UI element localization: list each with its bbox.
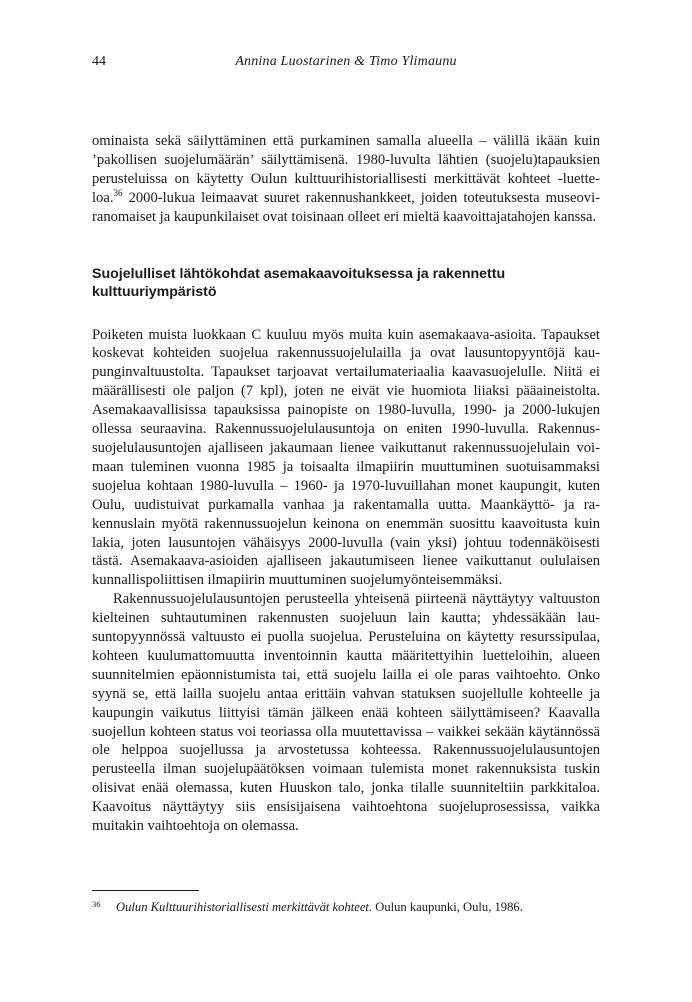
section-heading-line: Suojelulliset lähtökohdat asemakaavoituksessa ja rakennettu (92, 265, 506, 282)
footnote-reference[interactable]: 36 (113, 187, 123, 198)
footnote-citation: . Oulun kaupunki, Oulu, 1986. (368, 900, 523, 914)
footnote (92, 899, 612, 915)
body-text (92, 132, 600, 836)
running-head (92, 54, 600, 74)
paragraph: Rakennussuojelulausuntojen perusteella yhteisenä piirteenä näyttäytyy valtuuston kielteinen suhtautuminen rakennusten suojeluun lain kautta; yhdessäkään lausuntopyynnössä valtuusto ei puolla suojelua. Perusteluina on käytetty resurssipulaa, kohteen kuulumattomuutta inventoinnin kautta määritettyihin luetteloihin, alueen suunnitelmien epäonnistumista tai, että suojelu lailla ei ole paras vaihtoehto. Onko syynä se, että lailla suojelu antaa erittäin vahvan statuksen suojellulle kohteelle ja kaupungin vaikutus liittyisi tämän jälkeen enää kohteen säilyttämiseen? Kaavalla suojellun kohteen status voi teoriassa olla muutettavissa – vaikkei sekään käytännössä ole helppoa suojellussa ja arvostetussa kohteessa. Rakennussuojelulausuntojen perusteella ilman suojelupäätöksen voimaan tulemista monet rakennuksista tuskin olisivat enää olemassa, kuten Huuskon talo, jonka tilalle suunniteltiin parkkitaloa. Kaavoitus näyttäytyy siis ensisijaisena vaihtoehtona suojeluprosessissa, vaikka muitakin vaihtoehtoja on olemassa. (92, 591, 600, 835)
footnote-text (116, 900, 523, 914)
running-title: Annina Luostarinen & Timo Ylimaunu (235, 54, 457, 69)
page-number: 44 (92, 54, 106, 69)
paragraph-text: ominaista sekä säilyttäminen että purkaminen samalla alueella – välillä ikään kuin ’pakollisen suojelumäärän’ säilyttämisenä. 1980-luvulta lähtien (suojelu)tapauksien perusteluissa on käytetty Oulun kulttuurihistoriallisesti merkittävät kohteet -luetteloa. (92, 133, 600, 206)
section-heading (92, 265, 600, 301)
paragraph-continued (92, 132, 600, 227)
footnote-title: Oulun Kulttuurihistoriallisesti merkittävät kohteet (116, 900, 369, 914)
paragraph: Poiketen muista luokkaan C kuuluu myös muita kuin asemakaava-asioita. Tapaukset koskevat kohteiden suojelua rakennussuojelulailla ja ovat lausuntopyyntöjä kaupunginvaltuustolta. Tapaukset tarjoavat vertailumateriaalia kaavasuojelulle. Niitä ei määrällisesti ole paljon (7 kpl), joten ne eivät vie huomiota liiaksi pääaineistolta. Asemakaavallisissa tapauksissa painopiste on 1980-luvulla, 1990- ja 2000-lukujen ollessa seuraavina. Rakennussuojelulausuntoja on eniten 1990-luvulla. Rakennussuojelulausuntojen ajalliseen jakaumaan lienee vaikuttanut rakennussuojelulain voimaan tuleminen vuonna 1985 ja toisaalta ilmapiirin muuttuminen suotuisammaksi suojelua kohtaan 1980-luvulla – 1960- ja 1970-luvuillahan monet kaupungit, kuten Oulu, uudistuivat purkamalla vanhaa ja rakentamalla uutta. Maankäyttö- ja rakennuslain myötä rakennussuojelun keinona on enemmän suosittu kaavoitusta kuin lakia, joten lausuntojen vähäisyys 2000-luvulla (vain yksi) johtuu todennäköisesti tästä. Asemakaava-asioiden ajalliseen jakautumiseen lienee vaikuttanut oululaisen kunnallispoliittisen ilmapiirin muuttuminen suojelumyönteisemmäksi. (92, 326, 600, 589)
section-heading-line: kulttuuriympäristö (92, 283, 217, 300)
footnote-divider (92, 890, 199, 891)
footnote-number: 36 (92, 899, 101, 909)
paragraph-text: 2000-lukua leimaavat suuret rakennushankkeet, joiden toteutuksesta museoviranomaiset ja kaupunkilaiset ovat toisinaan olleet eri mieltä kaavoittajatahojen kanssa. (92, 189, 600, 225)
